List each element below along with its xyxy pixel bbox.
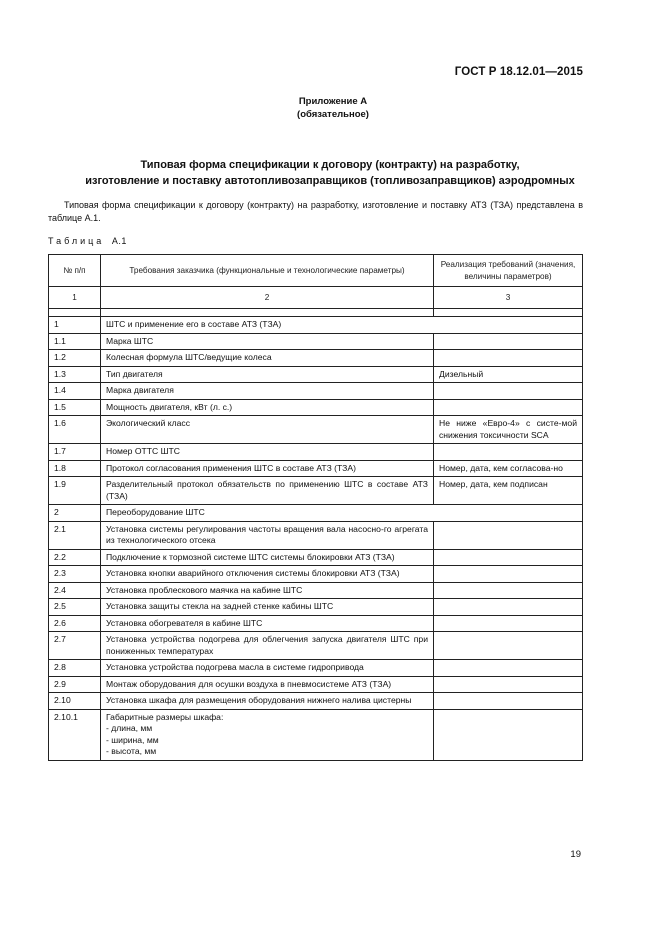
implementation-cell <box>434 582 583 599</box>
row-number: 1.4 <box>49 383 101 400</box>
requirement-line: - длина, мм <box>106 723 153 733</box>
requirement-cell: Установка устройства подогрева для облегчения запуска двигателя ШТС при пониженных температурах <box>101 632 434 660</box>
implementation-cell <box>434 350 583 367</box>
row-number: 2.9 <box>49 676 101 693</box>
table-caption <box>48 236 127 246</box>
implementation-cell <box>434 566 583 583</box>
row-number: 1 <box>49 317 101 334</box>
requirement-cell: Установка проблескового маячка на кабине ШТС <box>101 582 434 599</box>
table-row <box>49 505 583 522</box>
table-row <box>49 549 583 566</box>
requirement-cell: Установка системы регулирования частоты вращения вала насосно-го агрегата из технологического отсека <box>101 521 434 549</box>
appendix-status: (обязательное) <box>297 109 369 120</box>
title-line: изготовление и поставку автотопливозаправщиков (топливозаправщиков) аэродромных <box>85 175 575 187</box>
implementation-cell <box>434 599 583 616</box>
table-row <box>49 317 583 334</box>
row-number: 2.3 <box>49 566 101 583</box>
row-number: 2 <box>49 505 101 522</box>
table-row <box>49 416 583 444</box>
row-number: 1.1 <box>49 333 101 350</box>
row-number: 2.8 <box>49 660 101 677</box>
row-number: 1.5 <box>49 399 101 416</box>
row-number: 2.10.1 <box>49 709 101 760</box>
requirement-cell: Разделительный протокол обязательств по применению ШТС в составе АТЗ (ТЗА) <box>101 477 434 505</box>
requirement-cell: Установка устройства подогрева масла в системе гидропривода <box>101 660 434 677</box>
requirement-cell: Протокол согласования применения ШТС в составе АТЗ (ТЗА) <box>101 460 434 477</box>
row-number: 1.2 <box>49 350 101 367</box>
table-row <box>49 521 583 549</box>
table-row <box>49 709 583 760</box>
requirement-line: - высота, мм <box>106 746 157 756</box>
requirement-cell: Экологический класс <box>101 416 434 444</box>
implementation-cell <box>434 676 583 693</box>
requirement-cell: Монтаж оборудования для осушки воздуха в пневмосистеме АТЗ (ТЗА) <box>101 676 434 693</box>
requirement-cell: Колесная формула ШТС/ведущие колеса <box>101 350 434 367</box>
table-body <box>49 317 583 761</box>
row-number: 2.2 <box>49 549 101 566</box>
table-row <box>49 660 583 677</box>
implementation-cell <box>434 549 583 566</box>
requirement-cell: Номер ОТТС ШТС <box>101 444 434 461</box>
requirement-cell: Установка кнопки аварийного отключения системы блокировки АТЗ (ТЗА) <box>101 566 434 583</box>
row-number: 2.7 <box>49 632 101 660</box>
document-title <box>40 157 620 189</box>
table-row <box>49 615 583 632</box>
implementation-cell: Номер, дата, кем согласова-но <box>434 460 583 477</box>
table-row <box>49 350 583 367</box>
column-number: 1 <box>49 287 101 309</box>
row-number: 1.6 <box>49 416 101 444</box>
requirement-cell: Марка ШТС <box>101 333 434 350</box>
requirement-cell <box>101 709 434 760</box>
requirement-cell: Подключение к тормозной системе ШТС системы блокировки АТЗ (ТЗА) <box>101 549 434 566</box>
column-number: 3 <box>434 287 583 309</box>
header-cell-number: № п/п <box>49 255 101 287</box>
table-row <box>49 333 583 350</box>
requirement-cell: Установка шкафа для размещения оборудования нижнего налива цистерны <box>101 693 434 710</box>
implementation-cell <box>434 444 583 461</box>
requirement-cell: Переоборудование ШТС <box>101 505 583 522</box>
implementation-cell <box>434 399 583 416</box>
row-number: 2.6 <box>49 615 101 632</box>
implementation-cell <box>434 521 583 549</box>
table-row <box>49 477 583 505</box>
implementation-cell: Номер, дата, кем подписан <box>434 477 583 505</box>
table-row <box>49 460 583 477</box>
row-number: 1.8 <box>49 460 101 477</box>
table-row <box>49 693 583 710</box>
implementation-cell: Дизельный <box>434 366 583 383</box>
page-number: 19 <box>570 849 581 860</box>
standard-code: ГОСТ Р 18.12.01—2015 <box>454 66 583 78</box>
table-caption-number: А.1 <box>111 236 127 246</box>
implementation-cell <box>434 632 583 660</box>
header-cell-implementation: Реализация требований (значения, величины параметров) <box>434 255 583 287</box>
implementation-cell <box>434 660 583 677</box>
table-row <box>49 582 583 599</box>
requirement-line: Габаритные размеры шкафа: <box>106 711 224 722</box>
implementation-cell <box>434 709 583 760</box>
row-number: 2.5 <box>49 599 101 616</box>
table-row <box>49 566 583 583</box>
table-row <box>49 383 583 400</box>
implementation-cell: Не ниже «Евро-4» с систе-мой снижения токсичности SCA <box>434 416 583 444</box>
requirement-cell: Установка обогревателя в кабине ШТС <box>101 615 434 632</box>
table-row <box>49 632 583 660</box>
implementation-cell <box>434 383 583 400</box>
table-row <box>49 676 583 693</box>
implementation-cell <box>434 333 583 350</box>
table-header-row <box>49 255 583 287</box>
implementation-cell <box>434 615 583 632</box>
row-number: 1.9 <box>49 477 101 505</box>
requirement-cell: Мощность двигателя, кВт (л. с.) <box>101 399 434 416</box>
requirement-cell: Установка защиты стекла на задней стенке кабины ШТС <box>101 599 434 616</box>
intro-paragraph: Типовая форма спецификации к договору (контракту) на разработку, изготовление и поставку АТЗ (ТЗА) представлена в таблице А.1. <box>48 200 583 223</box>
row-number: 2.1 <box>49 521 101 549</box>
title-line: Типовая форма спецификации к договору (контракту) на разработку, <box>140 159 520 171</box>
table-row <box>49 366 583 383</box>
row-number: 2.10 <box>49 693 101 710</box>
table-row <box>49 599 583 616</box>
appendix-heading <box>0 95 661 121</box>
row-number: 2.4 <box>49 582 101 599</box>
requirement-cell: ШТС и применение его в составе АТЗ (ТЗА) <box>101 317 583 334</box>
table-row <box>49 399 583 416</box>
appendix-title: Приложение А <box>298 96 368 107</box>
header-cell-requirements: Требования заказчика (функциональные и технологические параметры) <box>101 255 434 287</box>
requirement-cell: Тип двигателя <box>101 366 434 383</box>
column-number: 2 <box>101 287 434 309</box>
requirement-line: - ширина, мм <box>106 734 159 745</box>
table-caption-label: Таблица <box>48 236 105 246</box>
implementation-cell <box>434 693 583 710</box>
column-number-row <box>49 287 583 309</box>
row-number: 1.3 <box>49 366 101 383</box>
requirement-cell: Марка двигателя <box>101 383 434 400</box>
table-row <box>49 444 583 461</box>
header-spacer-row <box>49 309 583 317</box>
row-number: 1.7 <box>49 444 101 461</box>
specification-table <box>48 254 583 761</box>
